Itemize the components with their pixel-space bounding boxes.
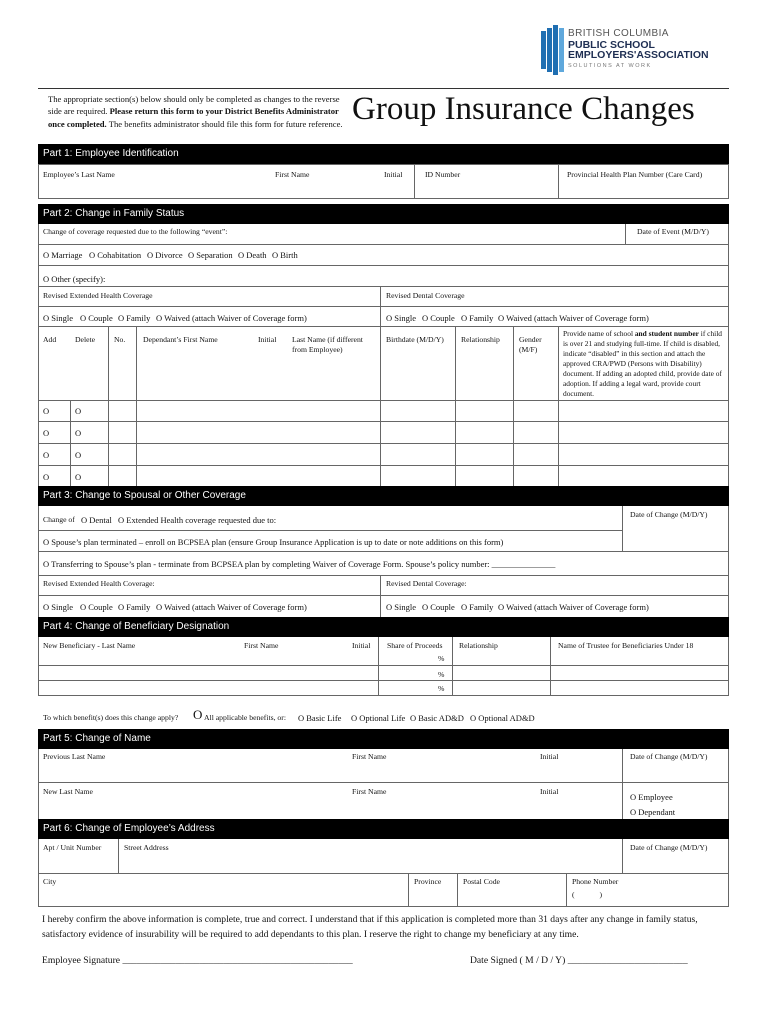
col-no: No. [114, 335, 126, 344]
dental-waived-radio[interactable]: O Waived (attach Waiver of Coverage form) [498, 313, 649, 323]
part6-header: Part 6: Change of Employee’s Address [38, 819, 729, 839]
dependant-row4-add-radio[interactable]: O [43, 472, 50, 482]
previous-last-name-field[interactable]: Previous Last Name [43, 752, 106, 761]
share-percent-2: % [438, 670, 445, 679]
date-of-event-field[interactable]: Date of Event (M/D/Y) [637, 227, 709, 236]
dependant-row2-add-radio[interactable]: O [43, 428, 50, 438]
transfer-to-spouse-plan-radio[interactable]: O Transferring to Spouse’s plan - terminate from BCPSEA plan by completing Waiver of Coverage Form. Spouse’s policy number: _______________ [43, 559, 556, 569]
intro-text: The appropriate section(s) below should only be completed as changes to the reverse side are required. Please return this form to your District Benefits Administrator once completed. The benefits administrator should file this form for future reference. [48, 94, 343, 129]
spousal-dental-family-radio[interactable]: O Family [461, 602, 494, 612]
dental-couple-radio[interactable]: O Couple [422, 313, 455, 323]
spouse-plan-terminated-radio[interactable]: O Spouse’s plan terminated – enroll on BCPSEA plan (ensure Group Insurance Application is up to date or note additions on this form) [43, 537, 504, 547]
spousal-dental-couple-radio[interactable]: O Couple [422, 602, 455, 612]
basic-life-radio[interactable]: O Basic Life [298, 713, 342, 723]
dependant-row3-delete-radio[interactable]: O [75, 450, 82, 460]
part2-header: Part 2: Change in Family Status [38, 204, 729, 224]
event-separation-radio[interactable]: O Separation [188, 250, 233, 260]
spousal-ehc-single-radio[interactable]: O Single [43, 602, 73, 612]
new-initial-field[interactable]: Initial [540, 787, 559, 796]
dependant-row4-delete-radio[interactable]: O [75, 472, 82, 482]
trustee-name-field[interactable]: Name of Trustee for Beneficiaries Under 18 [558, 641, 694, 650]
province-field[interactable]: Province [414, 877, 442, 886]
previous-initial-field[interactable]: Initial [540, 752, 559, 761]
employee-initial-field[interactable]: Initial [384, 170, 403, 179]
header-rule [38, 88, 729, 89]
apt-unit-field[interactable]: Apt / Unit Number [43, 843, 102, 852]
dental-family-radio[interactable]: O Family [461, 313, 494, 323]
ehc-single-radio[interactable]: O Single [43, 313, 73, 323]
col-add: Add [43, 335, 57, 344]
event-divorce-radio[interactable]: O Divorce [147, 250, 183, 260]
dental-single-radio[interactable]: O Single [386, 313, 416, 323]
optional-add-radio[interactable]: O Optional AD&D [470, 713, 535, 723]
spousal-date-of-change-field[interactable]: Date of Change (M/D/Y) [630, 510, 708, 519]
spousal-revised-dental-label: Revised Dental Coverage: [386, 579, 467, 588]
spousal-revised-ehc-label: Revised Extended Health Coverage: [43, 579, 155, 588]
student-disabled-note: Provide name of school and student number if child is over 21 and studying full-time. If child is disabled, indicate “disabled” in this section and attach the approved CRA/PWD (Persons with Disability) document. If adding an adopted child, provide date of adoption. If adding a legal ward, provide court document. [563, 329, 722, 398]
col-relationship: Relationship [461, 335, 500, 344]
employee-id-field[interactable]: ID Number [425, 170, 461, 179]
name-change-employee-radio[interactable]: O Employee [630, 792, 673, 802]
dependant-row2-delete-radio[interactable]: O [75, 428, 82, 438]
optional-life-radio[interactable]: O Optional Life [351, 713, 406, 723]
name-change-dependant-radio[interactable]: O Dependant [630, 807, 676, 817]
col-initial: Initial [258, 335, 277, 344]
confirmation-statement: I hereby confirm the above information is complete, true and correct. I understand that if this application is completed more than 31 days after any change in family status, satisfactory evidence of insurability will be required to add dependants to this plan. I reserve the right to change my beneficiary at any time. [42, 914, 698, 940]
new-beneficiary-last-name-field[interactable]: New Beneficiary - Last Name [43, 641, 136, 650]
event-other-field[interactable]: O Other (specify): [43, 274, 106, 284]
employee-signature-field[interactable]: Employee Signature ________________________________________________ [42, 955, 353, 966]
revised-ehc-label: Revised Extended Health Coverage [43, 291, 153, 300]
change-of-coverage-label: Change of coverage requested due to the following “event”: [43, 227, 228, 236]
col-dependant-first-name: Dependant’s First Name [143, 335, 218, 344]
part3-header: Part 3: Change to Spousal or Other Coverage [38, 486, 729, 506]
beneficiary-first-name-field[interactable]: First Name [244, 641, 279, 650]
part1-header: Part 1: Employee Identification [38, 144, 729, 164]
all-benefits-radio-icon[interactable]: O [193, 707, 203, 722]
new-first-name-field[interactable]: First Name [352, 787, 387, 796]
bcpsea-logo-icon [541, 25, 565, 75]
spousal-ehc-couple-radio[interactable]: O Couple [80, 602, 113, 612]
dependant-row3-add-radio[interactable]: O [43, 450, 50, 460]
part4-header: Part 4: Change of Beneficiary Designation [38, 617, 729, 637]
ehc-waived-radio[interactable]: O Waived (attach Waiver of Coverage form) [156, 313, 307, 323]
basic-add-radio[interactable]: O Basic AD&D [410, 713, 464, 723]
employee-last-name-field[interactable]: Employee’s Last Name [43, 170, 115, 179]
health-plan-number-field[interactable]: Provincial Health Plan Number (Care Card) [567, 170, 703, 179]
event-birth-radio[interactable]: O Birth [272, 250, 298, 260]
which-benefit-label: To which benefit(s) does this change apply? [43, 713, 179, 722]
col-last-name: Last Name (if different from Employee) [292, 335, 363, 354]
event-cohabitation-radio[interactable]: O Cohabitation [89, 250, 142, 260]
event-death-radio[interactable]: O Death [238, 250, 267, 260]
event-marriage-radio[interactable]: O Marriage [43, 250, 83, 260]
date-signed-field[interactable]: Date Signed ( M / D / Y) _________________________ [470, 955, 688, 966]
beneficiary-initial-field[interactable]: Initial [352, 641, 371, 650]
postal-code-field[interactable]: Postal Code [463, 877, 500, 886]
bcpsea-logo-text: BRITISH COLUMBIA PUBLIC SCHOOL EMPLOYERS'ASSOCIATION SOLUTIONS AT WORK [568, 28, 709, 69]
beneficiary-relationship-field[interactable]: Relationship [459, 641, 498, 650]
street-address-field[interactable]: Street Address [124, 843, 169, 852]
all-benefits-label: All applicable benefits, or: [204, 713, 286, 722]
page-title: Group Insurance Changes [352, 91, 695, 127]
address-date-of-change-field[interactable]: Date of Change (M/D/Y) [630, 843, 708, 852]
spousal-ehc-family-radio[interactable]: O Family [118, 602, 151, 612]
phone-area-code: ( ) [572, 890, 603, 899]
dependant-row1-delete-radio[interactable]: O [75, 406, 82, 416]
city-field[interactable]: City [43, 877, 57, 886]
new-last-name-field[interactable]: New Last Name [43, 787, 93, 796]
spousal-ehc-radio[interactable]: O Extended Health coverage requested due to: [118, 515, 277, 525]
share-percent-1: % [438, 654, 445, 663]
previous-first-name-field[interactable]: First Name [352, 752, 387, 761]
share-of-proceeds-field[interactable]: Share of Proceeds [387, 641, 443, 650]
col-delete: Delete [75, 335, 96, 344]
phone-number-field[interactable]: Phone Number [572, 877, 619, 886]
col-gender: Gender (M/F) [519, 335, 542, 354]
part5-header: Part 5: Change of Name [38, 729, 729, 749]
revised-dental-label: Revised Dental Coverage [386, 291, 465, 300]
name-date-of-change-field[interactable]: Date of Change (M/D/Y) [630, 752, 708, 761]
spousal-dental-waived-radio[interactable]: O Waived (attach Waiver of Coverage form) [498, 602, 649, 612]
spousal-dental-radio[interactable]: O Dental [81, 515, 112, 525]
share-percent-3: % [438, 684, 445, 693]
spousal-dental-single-radio[interactable]: O Single [386, 602, 416, 612]
col-birthdate: Birthdate (M/D/Y) [386, 335, 444, 344]
dependant-row1-add-radio[interactable]: O [43, 406, 50, 416]
ehc-family-radio[interactable]: O Family [118, 313, 151, 323]
ehc-couple-radio[interactable]: O Couple [80, 313, 113, 323]
spousal-ehc-waived-radio[interactable]: O Waived (attach Waiver of Coverage form) [156, 602, 307, 612]
employee-first-name-field[interactable]: First Name [275, 170, 310, 179]
change-of-label: Change of [43, 515, 75, 524]
